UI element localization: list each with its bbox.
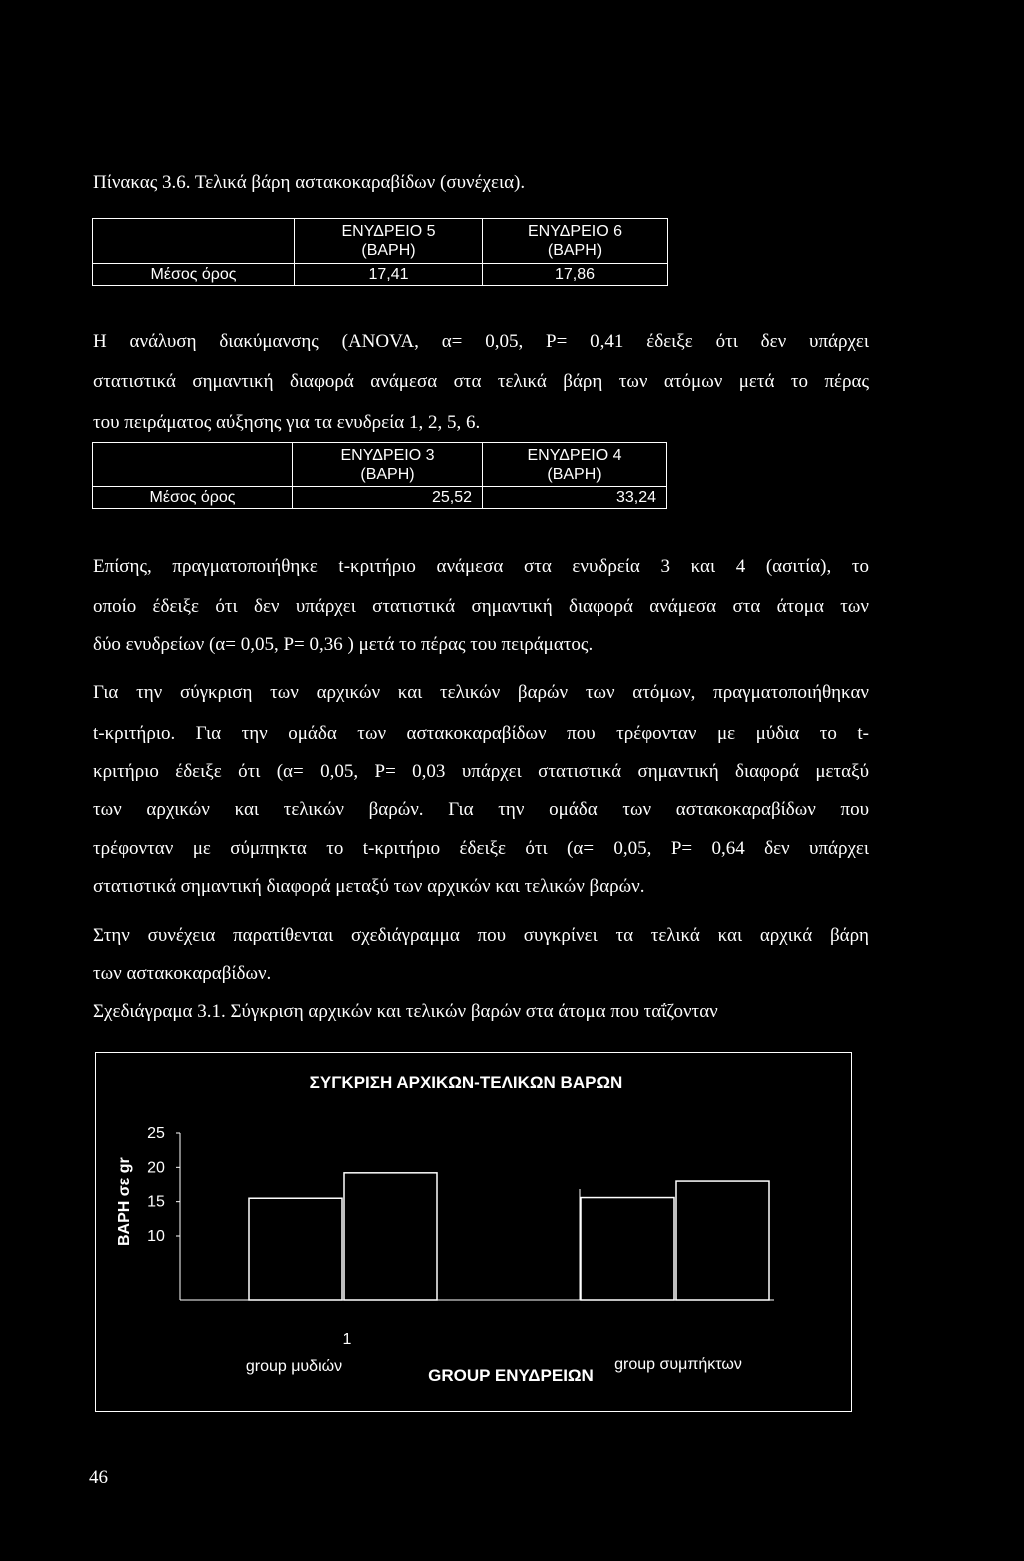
- y-tick-label: 25: [147, 1125, 165, 1142]
- weights-table-3-4: [92, 442, 667, 509]
- paragraph-line: Για την σύγκριση των αρχικών και τελικών βαρών των ατόμων, πραγματοποιήθηκαν: [93, 682, 869, 703]
- chart-frame: [95, 1052, 852, 1412]
- x-tick-label: 1: [342, 1331, 352, 1348]
- paragraph-line: στατιστικά σημαντική διαφορά ανάμεσα στα τελικά βάρη των ατόμων μετά το πέρας: [93, 371, 869, 392]
- value-cell: 25,52: [293, 487, 483, 509]
- row-label: Μέσος όρος: [93, 487, 293, 509]
- bar: [676, 1181, 769, 1300]
- row-label: Μέσος όρος: [93, 264, 295, 286]
- page-number: 46: [89, 1467, 108, 1488]
- value-cell: 17,41: [295, 264, 483, 286]
- group-label: group μυδιών: [245, 1358, 343, 1375]
- paragraph-line: κριτήριο έδειξε ότι (α= 0,05, Ρ= 0,03 υπάρχει στατιστικά σημαντική διαφορά μεταξύ: [93, 761, 869, 782]
- value-cell: 33,24: [483, 487, 667, 509]
- paragraph-line: t-κριτήριο. Για την ομάδα των αστακοκαραβίδων που τρέφονταν με μύδια το t-: [93, 723, 869, 744]
- y-axis-label: ΒΑΡΗ σε gr: [116, 1157, 133, 1247]
- y-tick-label: 10: [147, 1228, 165, 1245]
- y-tick-label: 20: [147, 1159, 165, 1177]
- paragraph-line: δύο ενυδρείων (α= 0,05, Ρ= 0,36 ) μετά το πέρας του πειράματος.: [93, 634, 594, 655]
- table-caption: Πίνακας 3.6. Τελικά βάρη αστακοκαραβίδων (συνέχεια).: [93, 172, 526, 193]
- table-header-6: ΕΝΥΔΡΕΙΟ 6 (ΒΑΡΗ): [483, 219, 668, 264]
- x-axis-label: GROUP ΕΝΥΔΡΕΙΩΝ: [428, 1366, 594, 1385]
- bar: [344, 1173, 437, 1300]
- table-corner-cell: [93, 219, 295, 264]
- paragraph-line: του πειράματος αύξησης για τα ενυδρεία 1, 2, 5, 6.: [93, 412, 481, 433]
- table-corner-cell: [93, 443, 293, 487]
- paragraph-line: των αρχικών και τελικών βαρών. Για την ομάδα των αστακοκαραβίδων που: [93, 799, 869, 820]
- bar: [581, 1198, 674, 1300]
- table-row: [93, 487, 667, 509]
- paragraph-line: οποίο έδειξε ότι δεν υπάρχει στατιστικά σημαντική διαφορά ανάμεσα στα άτομα των: [93, 596, 869, 617]
- paragraph-line: Η ανάλυση διακύμανσης (ANOVA, α= 0,05, Ρ= 0,41 έδειξε ότι δεν υπάρχει: [93, 331, 869, 352]
- bar: [249, 1198, 342, 1300]
- chart-title: ΣΥΓΚΡΙΣΗ ΑΡΧΙΚΩΝ-ΤΕΛΙΚΩΝ ΒΑΡΩΝ: [309, 1073, 623, 1092]
- paragraph-line: στατιστικά σημαντική διαφορά μεταξύ των αρχικών και τελικών βαρών.: [93, 876, 645, 897]
- paragraph-line: τρέφονταν με σύμπηκτα το t-κριτήριο έδειξε ότι (α= 0,05, Ρ= 0,64 δεν υπάρχει: [93, 838, 869, 859]
- paragraph-line: των αστακοκαραβίδων.: [93, 963, 272, 984]
- y-tick-label: 15: [147, 1193, 165, 1211]
- bar-chart: [96, 1053, 851, 1411]
- value-cell: 17,86: [483, 264, 668, 286]
- group-label: group συμπήκτων: [614, 1356, 742, 1373]
- table-header-4: ΕΝΥΔΡΕΙΟ 4 (ΒΑΡΗ): [483, 443, 667, 487]
- table-row: [93, 264, 668, 286]
- weights-table-5-6: [92, 218, 668, 286]
- table-header-3: ΕΝΥΔΡΕΙΟ 3 (ΒΑΡΗ): [293, 443, 483, 487]
- paragraph-line: Επίσης, πραγματοποιήθηκε t-κριτήριο ανάμεσα στα ενυδρεία 3 και 4 (ασιτία), το: [93, 556, 869, 577]
- chart-caption: Σχεδιάγραμα 3.1. Σύγκριση αρχικών και τελικών βαρών στα άτομα που ταΐζονταν: [93, 1001, 718, 1022]
- table-header-5: ΕΝΥΔΡΕΙΟ 5 (ΒΑΡΗ): [295, 219, 483, 264]
- paragraph-line: Στην συνέχεια παρατίθενται σχεδιάγραμμα που συγκρίνει τα τελικά και αρχικά βάρη: [93, 925, 869, 946]
